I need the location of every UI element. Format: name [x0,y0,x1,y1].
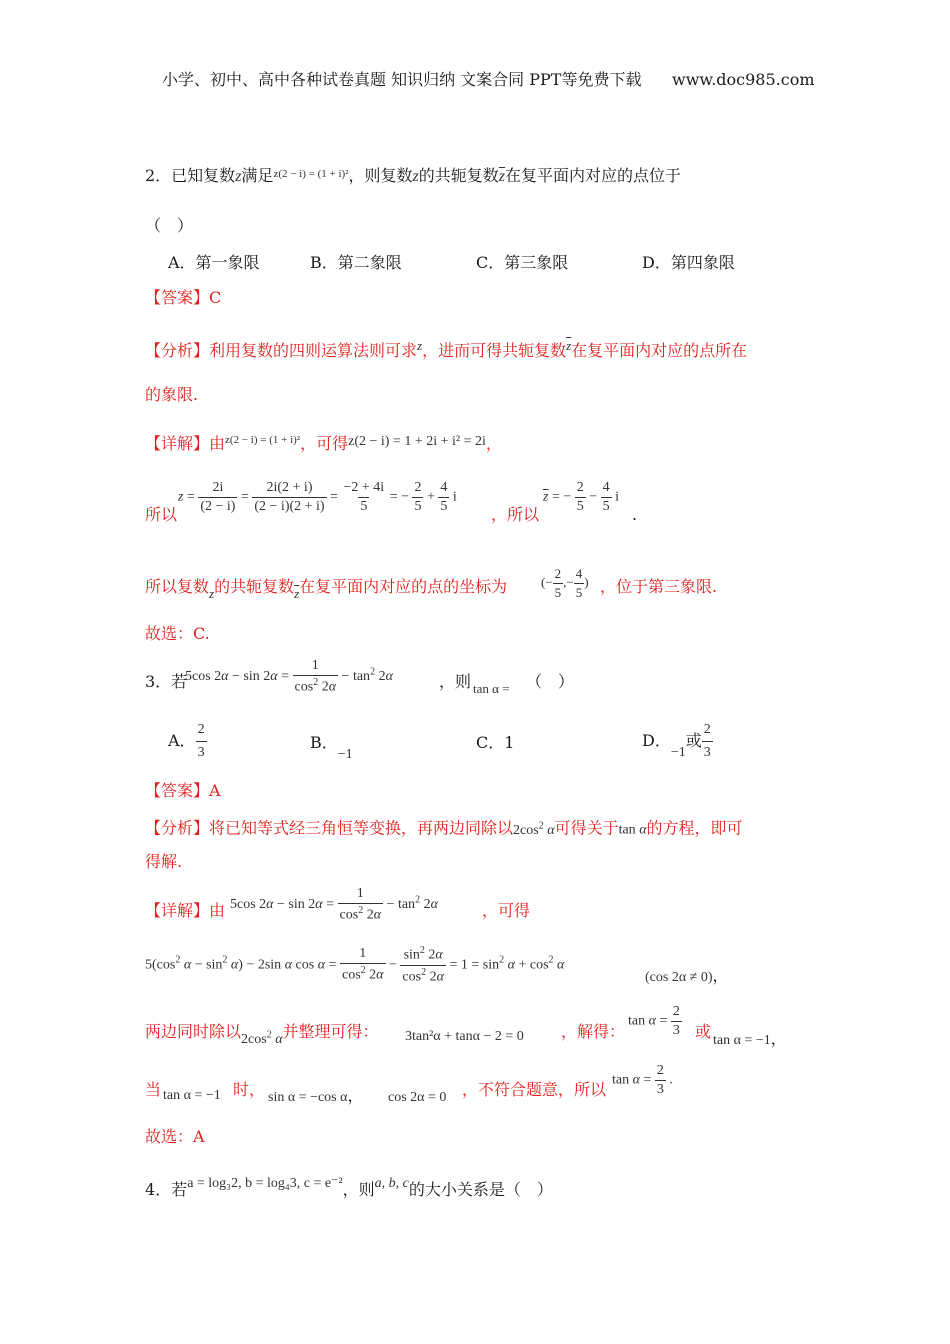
q3-detail-then: ，可得 [482,901,531,920]
q3-option-a[interactable]: A． $\frac{2}{3}$ [168,720,207,763]
q2-conjugate: $\overline{z}$ = − $\frac{2}{5}$ − $\frac{4}{5}$ i [543,480,620,514]
q3-detail-eq: 5cos 2α − sin 2α = $\frac{1}{\cos^2 2\alpha}$ − $\tan^2 2\alpha$ [230,886,438,923]
q3-label: 3．若 [145,672,188,691]
q2-option-d[interactable]: D．第四象限 [642,253,735,272]
q3-divide-line: 两边同时除以$2\cos^2$ α并整理可得： [145,1022,379,1047]
q2-stem: 2．已知复数z满足$^{z(2 - i) = (1 + i)^2}$，则复数z的共轭复数$\overline{z}$在复平面内对应的点位于 [145,166,682,185]
q2-option-a[interactable]: A．第一象限 [168,253,260,272]
q3-analysis-cont: 得解. [145,852,183,871]
q3-condition: 5cos 2α − sin 2α = $\frac{1}{\cos^2 2\alpha}$ − $\tan^2 2\alpha$ [185,658,393,695]
q2-so-label-2: ，所以 [491,505,540,524]
q3-option-d[interactable]: D．−1或 $\frac{2}{3}$ [642,720,713,763]
q3-quadratic: 3tan²α + tanα − 2 = 0 [405,1029,524,1044]
q3-tan-expr: tan α = [473,681,510,696]
q2-detail-1: 【详解】由$^{z(2 - i) = (1 + i)^2}$，可得z(2 − i) = 1 + 2i + i² = 2i， [145,434,502,453]
q2-period: . [632,505,638,524]
q2-option-c[interactable]: C．第三象限 [476,253,569,272]
q3-final: tan α = $\frac{2}{3}$ . [612,1063,673,1097]
q2-analysis: 【分析】利用复数的四则运算法则可求$^z$，进而可得共轭复数$^{\overline{z}}$在复平面内对应的点所在 [145,338,748,360]
q3-or: 或 [695,1022,712,1041]
q3-when-line: 当 [145,1080,162,1099]
q3-answer: 【答案】A [145,781,221,800]
q2-point: (− $\frac{2}{5}$ ,− $\frac{4}{5}$ ) [541,566,589,600]
header-text: 小学、初中、高中各种试卷真题 知识归纳 文案合同 PPT等免费下载 [162,70,642,89]
q2-analysis-cont: 的象限. [145,385,199,404]
header-site[interactable]: www.doc985.com [672,70,815,89]
q3-solve-label: ，解得： [561,1022,626,1041]
q3-paren: （ ） [526,672,575,691]
q2-option-b[interactable]: B．第二象限 [310,253,402,272]
q3-detail-label: 【详解】由 [145,901,226,920]
q2-conclusion: 故选：C. [145,624,210,643]
q3-conclusion: 故选：A [145,1127,205,1146]
q2-final-line: 所以复数$_z$的共轭复数$_{\overline{z}}$在复平面内对应的点的坐标为 [145,577,508,601]
q3-when-eq3: cos 2α = 0 [388,1090,447,1105]
q2-answer: 【答案】C [145,288,222,307]
q2-so-label-1: 所以 [145,505,178,524]
q2-final-tail: ，位于第三象限. [600,577,718,596]
q3-expansion: $5(\cos^2$ $\alpha - \sin^2 \alpha) - 2\sin$ α cos α = $\frac{1}{\cos^2 2\alpha}$ − $\frac{\sin^2 2\alpha}{\cos^2 2\alpha}$ = $1 = \sin^2 \alpha + \cos^2 \alpha$ [145,945,565,985]
q3-when-c: ，不符合题意，所以 [462,1080,607,1099]
q4-stem: 4．若a = log₃2, b = log₄3, c = e⁻²，则a, b, c的大小关系是（ ） [145,1176,553,1199]
q3-sol1: tan α = $\frac{2}{3}$ [628,1004,680,1038]
q3-when-b: 时， [233,1080,266,1099]
q3-sol2: tan α = −1， [713,1029,787,1048]
page-header [162,70,641,90]
q3-then: ，则 [439,672,472,691]
q3-cond-note: (cos 2α ≠ 0)， [645,966,729,985]
q2-fraction-chain: z = $\frac{2i}{(2 - i)}$ = $\frac{2i(2 + i)}{(2 - i)(2 + i)}$ = $\frac{-2 + 4i}{5}$ = − $\frac{2}{5}$ + $\frac{4}{5}$ i [178,480,457,514]
q3-analysis: 【分析】将已知等式经三角恒等变换，再两边同除以$2\cos^2$ α可得关于tan α的方程，即可 [145,818,743,838]
q3-option-b[interactable]: B．−1 [310,733,353,762]
q3-when-eq2: sin α = −cos α， [268,1086,364,1105]
q2-paren: （ ） [145,216,194,235]
q3-when-eq: tan α = −1 [163,1088,221,1103]
q3-option-c[interactable]: C．1 [476,733,515,752]
